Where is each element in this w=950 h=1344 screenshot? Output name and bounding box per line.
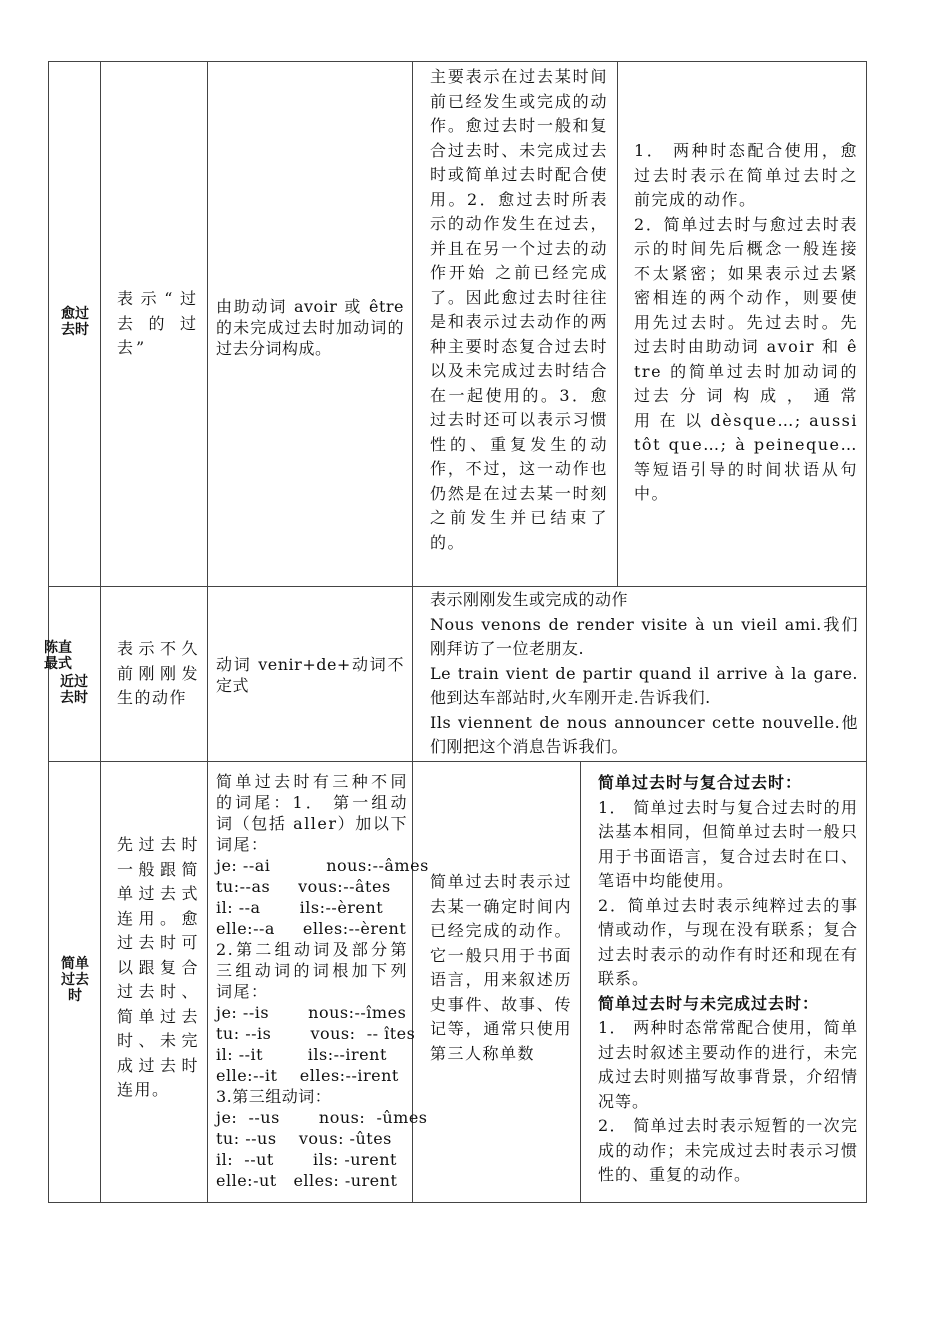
example-sentence: Nous venons de render visite à un vieil ami.我们刚拜访了一位老朋友. [430, 614, 858, 658]
ending-line: elle:--it elles:--irent [216, 1066, 399, 1085]
compare-point: 1． 简单过去时与复合过去时的用法基本相同，但简单过去时一般只用于书面语言，复合过去时在口、笔语中均能使用。 [598, 797, 858, 890]
ending-line: tu: --us vous: -ûtes [216, 1129, 392, 1148]
usage-cell-passe-simple: 简单过去时表示过去某一确定时间内已经完成的动作。它一般只用于书面语言，用来叙述历史事件、故事、传记等，通常只使用第三人称单数 [430, 872, 572, 1063]
formation-cell-plusqueparfait: 由助动词 avoir 或 être 的未完成过去时加动词的过去分词构成。 [216, 297, 404, 358]
column-divider [617, 61, 618, 586]
usage-title: 表示刚刚发生或完成的动作 [430, 590, 629, 609]
usage-cell-passe-recent [430, 588, 858, 760]
row-divider [48, 586, 867, 587]
note-item: 1． 两种时态配合使用，愈过去时表示在简单过去时之前完成的动作。 [634, 141, 858, 209]
formation-group3: 3.第三组动词： [216, 1087, 332, 1106]
column-divider [580, 761, 581, 1203]
ending-line: je: --ai nous:--âmes [216, 856, 429, 875]
ending-line: il: --it ils:--irent [216, 1045, 387, 1064]
compare-title: 简单过去时与复合过去时： [598, 773, 803, 792]
ending-line: elle:-ut elles: -urent [216, 1171, 398, 1190]
formation-group2: 2.第二组动词及部分第三组动词的词根加下列词尾： [216, 940, 408, 1001]
ending-line: je: --is nous:--îmes [216, 1003, 407, 1022]
ending-line: il: --a ils:--èrent [216, 898, 384, 917]
ending-line: tu: --is vous: -- îtes [216, 1024, 416, 1043]
tense-label-passe-simple: 简单过去时 [61, 956, 89, 1004]
column-divider [100, 61, 101, 1203]
notes-cell-plusqueparfait [634, 139, 858, 507]
example-sentence: Ils viennent de nous announcer cette nouvelle.他们刚把这个消息告诉我们。 [430, 712, 858, 756]
notes-cell-passe-simple [598, 771, 858, 1188]
tense-label-plusqueparfait: 愈过去时 [61, 306, 89, 338]
usage-cell-plusqueparfait: 主要表示在过去某时间前已经发生或完成的动作。愈过去时一般和复 合过去时、未完成过去时或简单过去时配合使用。2．愈过去时所表示的动作发生在过去，并且在另一个过去的动作开始 之前已经完成了。因此愈过去时往往是和表示过去动作的两种主要时态复合过去时以及未完成过去时结合在一起使用的。3．愈过去时还可以表示习惯性的、重复发生的动作，不过，这一动作也仍然是在过去某一时刻之前发生并已结束了的。 [430, 67, 608, 552]
compare-point: 1． 两种时态常常配合使用，简单过去时叙述主要动作的进行，未完成过去时则描写故事背景，介绍情况等。 [598, 1018, 858, 1111]
compare-point: 2． 简单过去时表示短暂的一次完成的动作；未完成过去时表示习惯性的、重复的动作。 [598, 1116, 858, 1184]
meaning-cell-passe-simple: 先过去时一般跟简单过去式连用。愈过去时可以跟复合过去时、简单过去时、未完成过去时连用。 [117, 835, 199, 1099]
meaning-cell-plusqueparfait: 表示“过去的过去” [117, 289, 199, 357]
ending-line: tu:--as vous:--âtes [216, 877, 391, 896]
column-divider [207, 61, 208, 1203]
mood-label-indicative: 陈直最式 [44, 640, 72, 672]
row-divider [48, 761, 867, 762]
compare-point: 2．简单过去时表示纯粹过去的事情或动作，与现在没有联系；复合过去时表示的动作有时还和现在有联系。 [598, 895, 858, 988]
formation-cell-passe-recent: 动词 venir+de+动词不定式 [216, 655, 404, 695]
note-item: 2．简单过去时与愈过去时表示的时间先后概念一般连接不太紧密；如果表示过去紧密相连的两个动作，则要使用先过去时。先过去时。先过去时由助动词 avoir 和 être 的简单过去时加动词的过去 分 词 构 成 ， 通 常 用 在 以 dèsque…; aussitôt que…; à peineque…等短语引导的时间状语从句中。 [634, 214, 858, 503]
formation-cell-passe-simple [216, 771, 429, 1191]
compare-title: 简单过去时与未完成过去时： [598, 993, 820, 1013]
ending-line: je: --us nous: -ûmes [216, 1108, 428, 1127]
formation-intro: 简单过去时有三种不同的词尾：1． 第一组动词（包括 aller）加以下词尾： [216, 772, 408, 854]
meaning-cell-passe-recent: 表示不久前刚刚发生的动作 [117, 639, 199, 707]
tense-label-passe-recent: 近过去时 [60, 674, 88, 706]
ending-line: il: --ut ils: -urent [216, 1150, 397, 1169]
ending-line: elle:--a elles:--èrent [216, 919, 407, 938]
example-sentence: Le train vient de partir quand il arrive à la gare. 他到达车部站时,火车刚开走.告诉我们. [430, 663, 858, 707]
